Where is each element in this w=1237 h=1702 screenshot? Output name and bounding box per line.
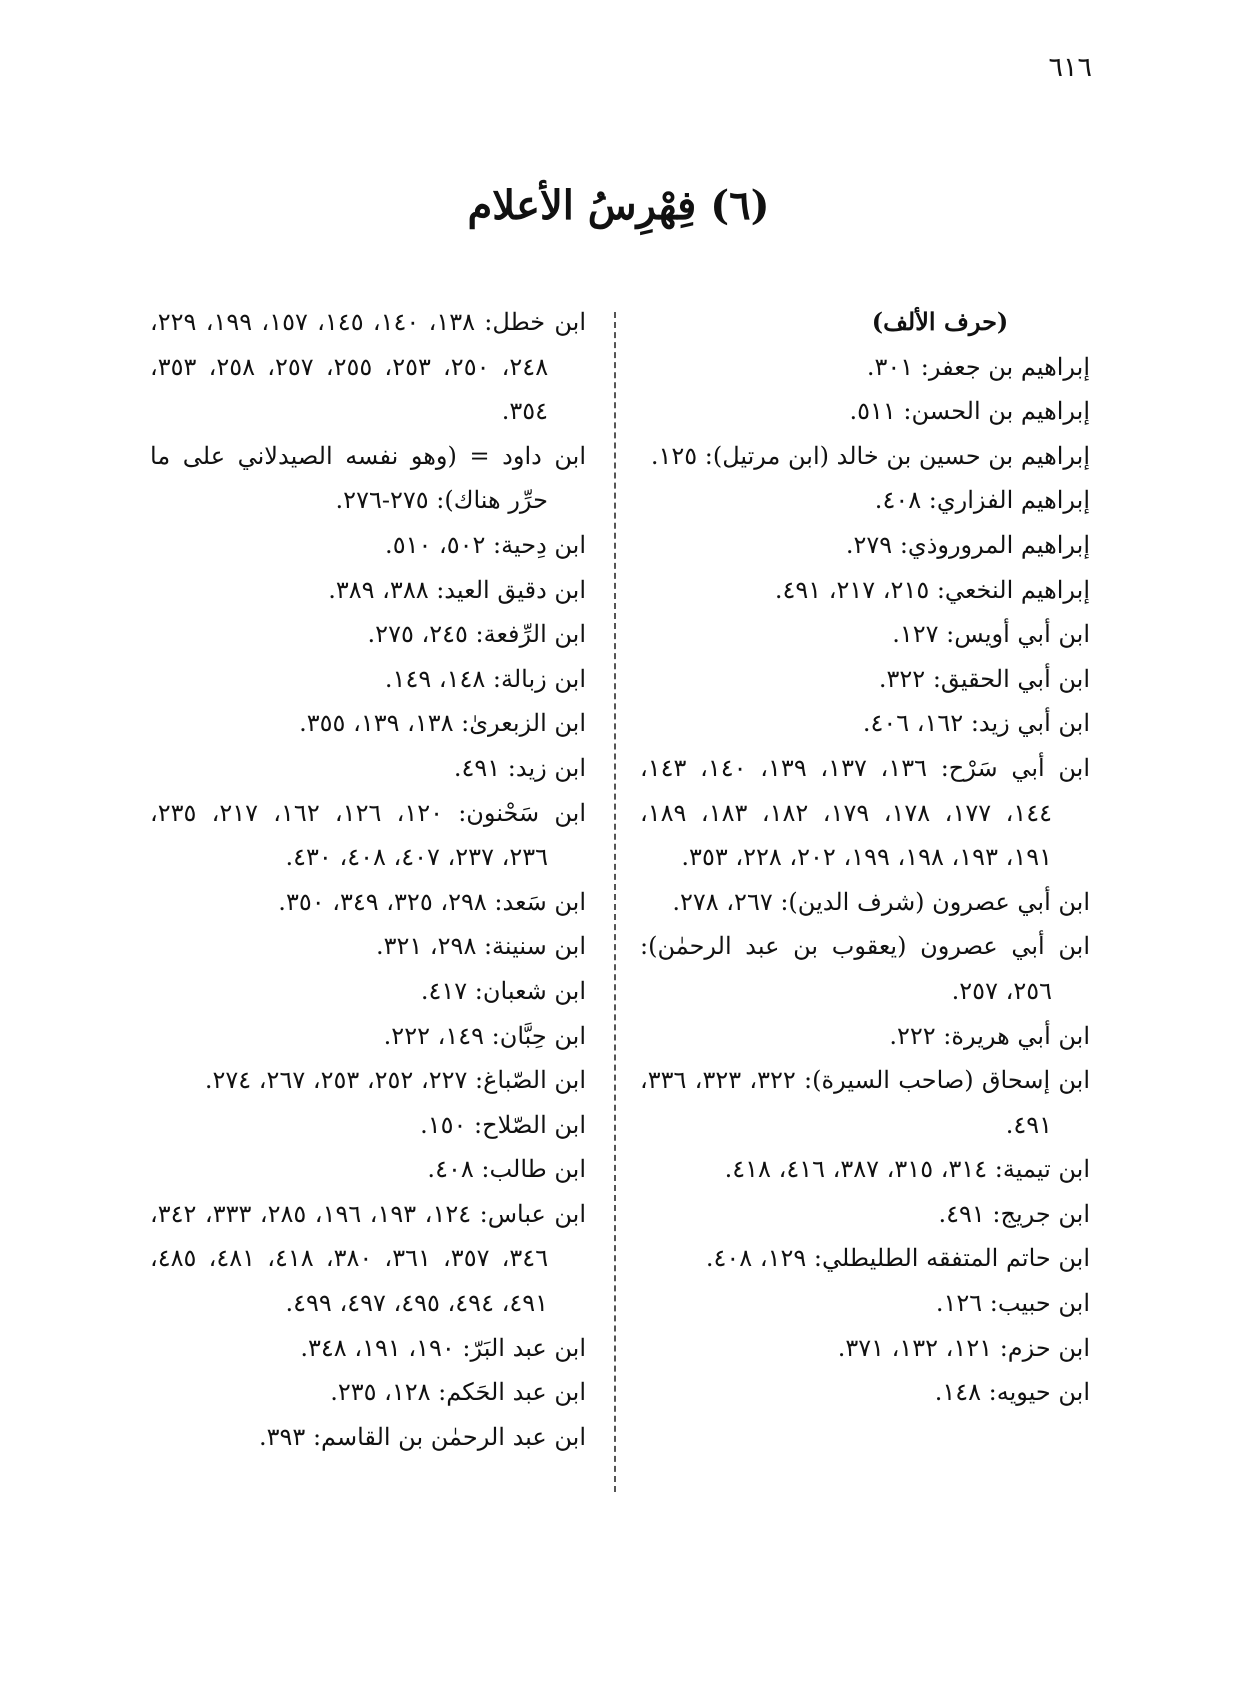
index-entry: ابن حِبَّان: ١٤٩، ٢٢٢. bbox=[383, 1021, 586, 1050]
index-entry: ابن سَحْنون: ١٢٠، ١٢٦، ١٦٢، ٢١٧، ٢٣٥، ٢٣٦، ٢٣٧، ٤٠٧، ٤٠٨، ٤٣٠. bbox=[150, 798, 586, 872]
index-entry: ابن داود = (وهو نفسه الصيدلاني على ما حرِّر هناك): ٢٧٥-٢٧٦. bbox=[150, 441, 586, 515]
index-entry: ابن إسحاق (صاحب السيرة): ٣٢٢، ٣٢٣، ٣٣٦، ٤٩١. bbox=[640, 1066, 1091, 1139]
index-entry: ابن سَعد: ٢٩٨، ٣٢٥، ٣٤٩، ٣٥٠. bbox=[278, 887, 586, 916]
index-entry: ابن عبد الحَكم: ١٢٨، ٢٣٥. bbox=[330, 1378, 586, 1407]
index-entry: إبراهيم بن الحسن: ٥١١. bbox=[849, 397, 1090, 426]
index-entry: إبراهيم الفزاري: ٤٠٨. bbox=[874, 486, 1090, 515]
index-entry: ابن أبي هريرة: ٢٢٢. bbox=[889, 1021, 1090, 1050]
index-entry: ابن أبي زيد: ١٦٢، ٤٠٦. bbox=[862, 709, 1090, 738]
index-entry: ابن شعبان: ٤١٧. bbox=[420, 976, 586, 1005]
section-heading-alif: (حرف الألف) bbox=[871, 307, 1009, 336]
index-entry: ابن الصّلاح: ١٥٠. bbox=[420, 1110, 586, 1139]
index-entry: ابن أبي سَرْح: ١٣٦، ١٣٧، ١٣٩، ١٤٠، ١٤٣، ١٤٤، ١٧٧، ١٧٨، ١٧٩، ١٨٢، ١٨٣، ١٨٩، ١٩١، ١٩٣، ١٩٨، ١٩٩، ٢٠٢، ٢٢٨، ٣٥٣. bbox=[640, 753, 1091, 872]
index-column-left bbox=[150, 300, 586, 1459]
index-entry: ابن أبي الحقيق: ٣٢٢. bbox=[878, 664, 1090, 693]
index-entry: ابن عباس: ١٢٤، ١٩٣، ١٩٦، ٢٨٥، ٣٣٣، ٣٤٢، ٣٤٦، ٣٥٧، ٣٦١، ٣٨٠، ٤١٨، ٤٨١، ٤٨٥، ٤٩١، ٤٩٤، ٤٩٥، ٤٩٧، ٤٩٩. bbox=[150, 1199, 587, 1318]
index-entry: ابن حاتم المتفقه الطليطلي: ١٢٩، ٤٠٨. bbox=[705, 1244, 1090, 1273]
index-entry: ابن الرِّفعة: ٢٤٥، ٢٧٥. bbox=[367, 620, 586, 649]
index-entry: ابن أبي أويس: ١٢٧. bbox=[892, 620, 1090, 649]
index-entry: ابن عبد الرحمٰن بن القاسم: ٣٩٣. bbox=[259, 1422, 586, 1451]
index-entry: ابن الصّباغ: ٢٢٧، ٢٥٢، ٢٥٣، ٢٦٧، ٢٧٤. bbox=[204, 1066, 586, 1095]
index-entry: ابن دِحية: ٥٠٢، ٥١٠. bbox=[385, 530, 586, 559]
index-entry: ابن حيويه: ١٤٨. bbox=[934, 1378, 1090, 1407]
index-entry: ابن أبي عصرون (شرف الدين): ٢٦٧، ٢٧٨. bbox=[672, 887, 1090, 916]
index-entry: ابن حزم: ١٢١، ١٣٢، ٣٧١. bbox=[837, 1333, 1090, 1362]
index-entry: إبراهيم النخعي: ٢١٥، ٢١٧، ٤٩١. bbox=[774, 575, 1090, 604]
column-divider bbox=[614, 312, 616, 1492]
index-entry: ابن خطل: ١٣٨، ١٤٠، ١٤٥، ١٥٧، ١٩٩، ٢٢٩، ٢٤٨، ٢٥٠، ٢٥٣، ٢٥٥، ٢٥٧، ٢٥٨، ٣٥٣، ٣٥٤. bbox=[150, 308, 587, 426]
index-entry: إبراهيم بن جعفر: ٣٠١. bbox=[866, 352, 1090, 381]
index-entry: ابن حبيب: ١٢٦. bbox=[935, 1289, 1090, 1318]
index-entry: ابن الزبعرىٰ: ١٣٨، ١٣٩، ٣٥٥. bbox=[299, 709, 586, 738]
index-entry: إبراهيم بن حسين بن خالد (ابن مرتيل): ١٢٥. bbox=[650, 441, 1090, 470]
index-entry: ابن زيد: ٤٩١. bbox=[453, 753, 586, 782]
index-entry: ابن سنينة: ٢٩٨، ٣٢١. bbox=[375, 932, 586, 961]
page-title: (٦) فِهْرِسُ الأعلام bbox=[467, 182, 770, 229]
index-entry: ابن جريج: ٤٩١. bbox=[938, 1199, 1090, 1228]
index-entry: ابن دقيق العيد: ٣٨٨، ٣٨٩. bbox=[328, 575, 586, 604]
page-number: ٦١٦ bbox=[1048, 52, 1092, 83]
index-entry: ابن عبد البَرّ: ١٩٠، ١٩١، ٣٤٨. bbox=[300, 1333, 586, 1362]
index-entry: ابن تيمية: ٣١٤، ٣١٥، ٣٨٧، ٤١٦، ٤١٨. bbox=[724, 1155, 1090, 1184]
index-entry: إبراهيم المروروذي: ٢٧٩. bbox=[845, 530, 1090, 559]
index-column-right bbox=[640, 300, 1090, 1415]
index-entry: ابن زبالة: ١٤٨، ١٤٩. bbox=[384, 664, 586, 693]
index-entry: ابن طالب: ٤٠٨. bbox=[427, 1155, 586, 1184]
index-entry: ابن أبي عصرون (يعقوب بن عبد الرحمٰن): ٢٥٦، ٢٥٧. bbox=[640, 932, 1090, 1005]
